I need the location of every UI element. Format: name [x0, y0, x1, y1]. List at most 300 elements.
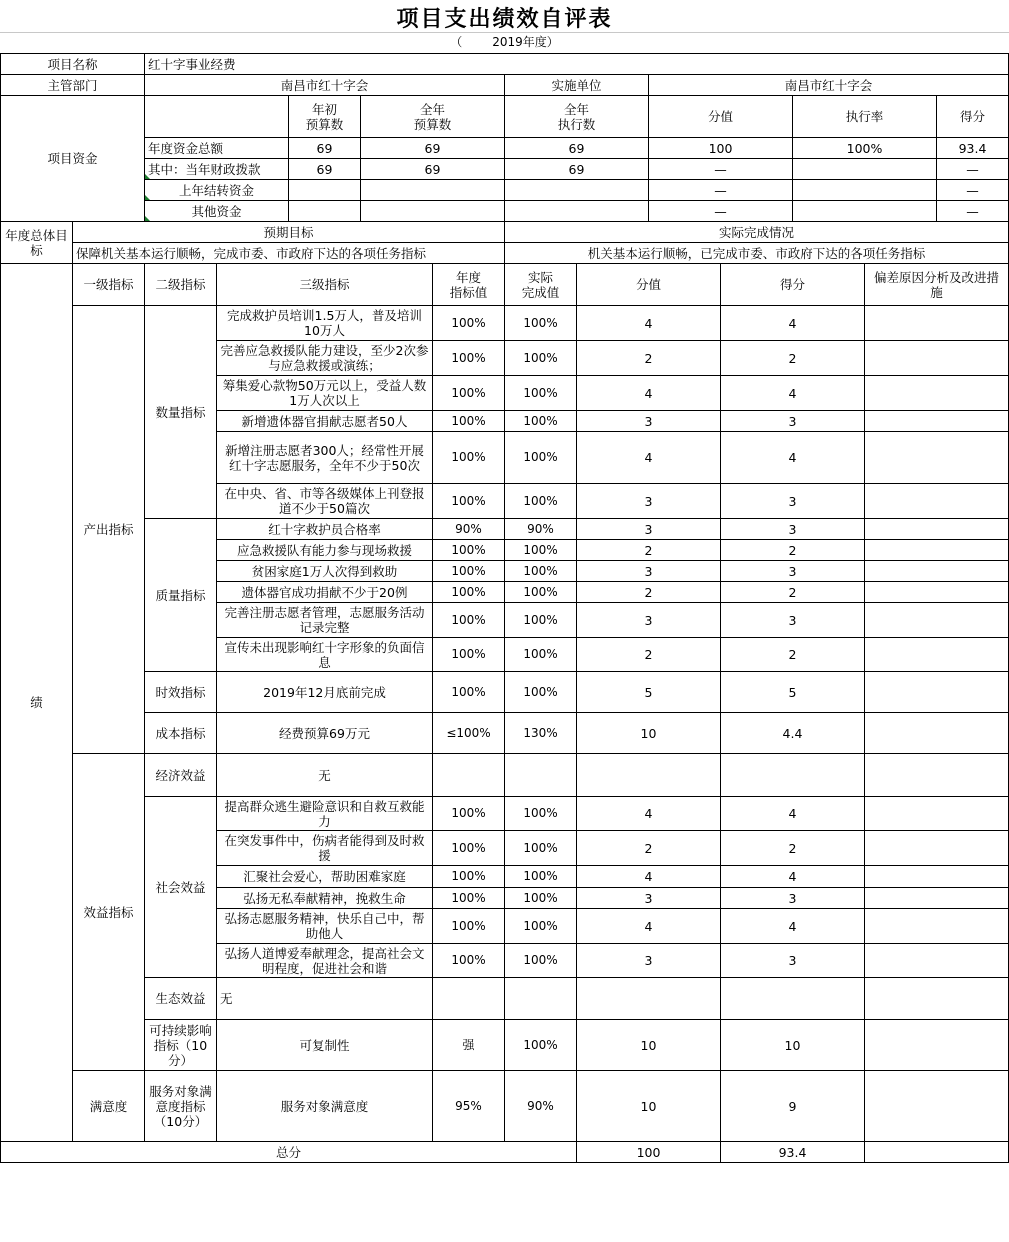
sustain-row-score	[720, 1019, 865, 1071]
total-score	[720, 1141, 865, 1163]
social-row-target	[432, 908, 505, 944]
quality-row-target	[432, 518, 505, 540]
cost-row-target-text: ≤100%	[446, 725, 491, 740]
social-row-name-text: 弘扬人道博爱奉献理念，提高社会文明程度，促进社会和谐	[224, 945, 425, 976]
funds-row-rate	[792, 179, 937, 201]
quality-row-reason	[864, 518, 1009, 540]
perf-hdr-actual	[504, 263, 577, 306]
quality-row-actual	[504, 637, 577, 672]
ecological-indicator-label	[144, 977, 217, 1020]
quality-indicator-label-text: 质量指标	[155, 587, 206, 603]
cost-indicator-label	[144, 712, 217, 754]
social-indicator-label	[144, 796, 217, 978]
benefit-indicator-label	[72, 753, 145, 1071]
social-row-value-text: 3	[644, 890, 653, 906]
quantity-row-reason	[864, 431, 1009, 484]
quantity-row-value-text: 4	[644, 315, 653, 331]
funds-row-score-value	[648, 200, 793, 222]
quantity-row-target	[432, 483, 505, 519]
quantity-row-score-text: 3	[788, 413, 797, 429]
quantity-row-reason	[864, 410, 1009, 432]
cost-row-score-text: 4.4	[782, 725, 803, 741]
goal-expected-header-text: 预期目标	[263, 224, 314, 240]
ecological-row-actual	[504, 977, 577, 1020]
quality-row-score	[720, 602, 865, 638]
funds-row-score-text: —	[966, 161, 979, 177]
quality-row-score-text: 2	[788, 542, 797, 558]
quantity-row-target	[432, 340, 505, 376]
social-row-value-text: 4	[644, 869, 653, 884]
sustain-row-name	[216, 1019, 433, 1071]
quality-row-name-text: 应急救援队有能力参与现场救援	[236, 542, 412, 558]
quality-row-score	[720, 518, 865, 540]
quantity-row-value-text: 4	[644, 450, 653, 465]
sustain-row-actual-text: 100%	[523, 1037, 558, 1052]
funds-hdr-score-value	[648, 95, 793, 138]
quantity-row-reason	[864, 305, 1009, 341]
quantity-row-target-text: 100%	[451, 385, 486, 400]
social-row-actual-text: 100%	[523, 953, 558, 967]
social-row-target-text: 100%	[451, 806, 486, 820]
sustain-row-target-text: 强	[462, 1037, 475, 1052]
project-name-label-text: 项目名称	[47, 56, 98, 72]
funds-row-full-text: 69	[424, 161, 441, 177]
total-label-text: 总分	[275, 1144, 301, 1160]
dept-value-text: 南昌市红十字会	[280, 77, 369, 93]
social-row-name-text: 弘扬无私奉献精神，挽救生命	[243, 890, 406, 906]
social-row-score-text: 4	[788, 806, 797, 821]
quantity-row-value	[576, 410, 721, 432]
social-row-target	[432, 865, 505, 888]
social-row-value-text: 3	[644, 953, 653, 968]
timeliness-row-name	[216, 671, 433, 713]
perf-hdr-actual-text-1: 实际	[527, 269, 553, 285]
funds-hdr-full	[360, 95, 505, 138]
perf-label-text: 绩	[30, 695, 43, 710]
social-row-name-text: 弘扬志愿服务精神，快乐自己中，帮助他人	[224, 911, 425, 941]
project-name-value-text: 红十字事业经费	[148, 56, 236, 72]
perf-hdr-score	[720, 263, 865, 306]
satisfaction-row-value-text: 10	[640, 1098, 657, 1114]
funds-row-full	[360, 200, 505, 222]
quality-row-value-text: 3	[644, 521, 653, 537]
social-row-target-text: 100%	[451, 890, 486, 905]
funds-row-score-value-text: —	[714, 161, 727, 177]
social-row-reason	[864, 796, 1009, 831]
social-row-value-text: 2	[644, 840, 653, 856]
social-row-score-text: 4	[788, 869, 797, 884]
cost-indicator-label-text: 成本指标	[155, 725, 206, 741]
year-line	[0, 32, 1009, 53]
social-row-name	[216, 796, 433, 831]
quantity-row-value	[576, 483, 721, 519]
funds-row-label-text: 上年结转资金	[178, 182, 254, 198]
economic-row-target	[432, 753, 505, 797]
quantity-row-target	[432, 375, 505, 411]
impl-value	[648, 74, 1009, 96]
quantity-row-value-text: 3	[644, 413, 653, 429]
social-row-reason	[864, 908, 1009, 944]
ecological-row-name-text: 无	[220, 991, 233, 1006]
timeliness-row-score	[720, 671, 865, 713]
quantity-row-score-text: 4	[788, 450, 797, 465]
quantity-row-name-text: 筹集爱心款物50万元以上，受益人数1万人次以上	[222, 378, 427, 408]
quantity-row-actual-text: 100%	[523, 385, 558, 400]
goal-actual-text-text: 机关基本运行顺畅，已完成市委、市政府下达的各项任务指标	[587, 245, 926, 261]
funds-row-full	[360, 158, 505, 180]
perf-hdr-reason-text: 偏差原因分析及改进措施	[873, 269, 999, 300]
satisfaction-l2-label-text: 服务对象满意度指标（10分）	[149, 1083, 212, 1129]
ecological-row-value	[576, 977, 721, 1020]
social-row-target-text: 100%	[451, 953, 486, 967]
quantity-row-value-text: 3	[644, 493, 653, 509]
satisfaction-row-actual-text: 90%	[527, 1098, 554, 1113]
quality-row-actual-text: 100%	[523, 563, 558, 578]
goal-actual-text	[504, 242, 1009, 264]
perf-hdr-l2	[144, 263, 217, 306]
timeliness-row-target	[432, 671, 505, 713]
perf-hdr-target-text-1: 年度	[455, 269, 481, 285]
funds-row-initial-text: 69	[316, 161, 333, 177]
funds-hdr-exec-text-2: 执行数	[557, 116, 596, 132]
quantity-row-score	[720, 410, 865, 432]
quantity-row-score	[720, 431, 865, 484]
total-reason	[864, 1141, 1009, 1163]
dept-label-text: 主管部门	[47, 77, 98, 93]
quality-row-name	[216, 581, 433, 603]
quantity-row-score-text: 2	[788, 350, 797, 366]
timeliness-row-target-text: 100%	[451, 684, 486, 699]
goal-expected-header	[72, 221, 505, 243]
funds-row-exec	[504, 200, 649, 222]
sustain-row-target	[432, 1019, 505, 1071]
funds-row-rate	[792, 158, 937, 180]
quantity-row-score	[720, 340, 865, 376]
quality-row-name	[216, 518, 433, 540]
quality-row-name-text: 贫困家庭1万人次得到救助	[251, 563, 398, 579]
quantity-row-score	[720, 375, 865, 411]
quantity-row-actual-text: 100%	[523, 450, 558, 464]
quality-row-score-text: 2	[788, 647, 797, 662]
quality-row-name-text: 宣传未出现影响红十字形象的负面信息	[224, 639, 425, 670]
perf-hdr-score-value-text: 分值	[635, 277, 661, 292]
funds-row-score-text: —	[966, 203, 979, 219]
funds-hdr-rate-text: 执行率	[845, 109, 884, 124]
quality-row-actual	[504, 539, 577, 561]
quality-row-target-text: 100%	[451, 612, 486, 627]
sustain-row-value	[576, 1019, 721, 1071]
goal-actual-header	[504, 221, 1009, 243]
social-row-actual	[504, 796, 577, 831]
quality-row-name	[216, 602, 433, 638]
funds-row-initial	[288, 179, 361, 201]
satisfaction-row-value	[576, 1070, 721, 1142]
sustain-indicator-label-text: 可持续影响指标（10分）	[149, 1022, 212, 1068]
quantity-row-name-text: 完善应急救援队能力建设，至少2次参与应急救援或演练；	[220, 343, 429, 373]
funds-row-score	[936, 158, 1009, 180]
satisfaction-l2-label	[144, 1070, 217, 1142]
funds-row-full	[360, 179, 505, 201]
timeliness-row-actual	[504, 671, 577, 713]
economic-row-name-text: 无	[318, 767, 331, 783]
funds-header-blank	[144, 95, 289, 138]
social-row-name-text: 在突发事件中，伤病者能得到及时救援	[224, 833, 425, 863]
social-row-score	[720, 865, 865, 888]
social-row-reason	[864, 830, 1009, 866]
year-open-paren: （	[450, 35, 463, 49]
goal-label	[0, 221, 73, 264]
project-name-value	[144, 53, 1009, 75]
satisfaction-indicator-label	[72, 1070, 145, 1142]
funds-hdr-initial-text-1: 年初	[311, 101, 337, 117]
satisfaction-row-actual	[504, 1070, 577, 1142]
social-row-name-text: 提高群众逃生避险意识和自救互救能力	[224, 798, 425, 829]
funds-row-initial-text: 69	[316, 140, 333, 156]
quality-row-value-text: 3	[644, 612, 653, 628]
quantity-row-name-text: 新增注册志愿者300人；经常性开展红十字志愿服务，全年不少于50次	[225, 442, 424, 473]
quantity-row-actual-text: 100%	[523, 350, 558, 365]
satisfaction-row-score	[720, 1070, 865, 1142]
sustain-indicator-label	[144, 1019, 217, 1071]
social-row-score-text: 4	[788, 918, 797, 934]
quantity-row-value-text: 4	[644, 385, 653, 401]
quality-row-score-text: 2	[788, 584, 797, 600]
quantity-indicator-label	[144, 305, 217, 519]
funds-row-exec	[504, 179, 649, 201]
funds-hdr-score-value-text: 分值	[707, 109, 733, 124]
quantity-row-reason	[864, 483, 1009, 519]
satisfaction-row-target-text: 95%	[455, 1098, 482, 1113]
quality-row-name-text: 遗体器官成功捐献不少于20例	[241, 584, 408, 600]
social-row-value	[576, 830, 721, 866]
goal-expected-text-text: 保障机关基本运行顺畅，完成市委、市政府下达的各项任务指标	[76, 245, 427, 261]
social-row-target	[432, 887, 505, 909]
funds-row-full-text: 69	[424, 140, 441, 156]
quality-row-name-text: 完善注册志愿者管理，志愿服务活动记录完整	[224, 605, 425, 635]
perf-hdr-target	[432, 263, 505, 306]
social-row-score	[720, 796, 865, 831]
output-indicator-label-text: 产出指标	[83, 522, 134, 537]
timeliness-row-reason	[864, 671, 1009, 713]
quality-row-reason	[864, 637, 1009, 672]
quality-row-value	[576, 602, 721, 638]
goal-actual-header-text: 实际完成情况	[718, 224, 794, 240]
funds-row-score-value	[648, 179, 793, 201]
social-row-score	[720, 943, 865, 978]
social-row-score-text: 2	[788, 840, 797, 856]
social-row-actual-text: 100%	[523, 890, 558, 905]
quantity-row-name-text: 完成救护员培训1.5万人，普及培训10万人	[227, 308, 422, 338]
perf-hdr-l3-text: 三级指标	[299, 277, 350, 292]
satisfaction-row-score-text: 9	[788, 1098, 797, 1114]
cost-row-actual	[504, 712, 577, 754]
quality-row-actual-text: 90%	[527, 521, 554, 536]
funds-label-text: 项目资金	[47, 151, 98, 166]
quality-row-target	[432, 581, 505, 603]
quality-row-score	[720, 581, 865, 603]
quantity-row-score	[720, 483, 865, 519]
quality-row-value-text: 2	[644, 647, 653, 662]
quality-row-score-text: 3	[788, 521, 797, 537]
social-row-reason	[864, 887, 1009, 909]
quantity-row-target-text: 100%	[451, 413, 486, 428]
total-label	[0, 1141, 577, 1163]
timeliness-row-actual-text: 100%	[523, 684, 558, 699]
quality-row-actual	[504, 518, 577, 540]
timeliness-indicator-label-text: 时效指标	[155, 684, 206, 700]
social-row-actual	[504, 865, 577, 888]
quantity-row-value	[576, 340, 721, 376]
satisfaction-row-name-text: 服务对象满意度	[280, 1098, 369, 1114]
funds-hdr-initial-text-2: 预算数	[305, 116, 344, 132]
funds-row-label	[144, 158, 289, 180]
sustain-row-score-text: 10	[784, 1037, 801, 1053]
social-row-name	[216, 908, 433, 944]
funds-row-score-text: 93.4	[958, 140, 987, 156]
social-row-reason	[864, 943, 1009, 978]
quantity-row-name	[216, 431, 433, 484]
dept-label	[0, 74, 145, 96]
social-row-score	[720, 887, 865, 909]
perf-hdr-reason	[864, 263, 1009, 306]
funds-row-score-value-text: —	[714, 203, 727, 219]
social-row-value-text: 4	[644, 806, 653, 821]
cost-row-value	[576, 712, 721, 754]
perf-hdr-score-text: 得分	[779, 277, 805, 292]
economic-row-score	[720, 753, 865, 797]
quality-row-reason	[864, 560, 1009, 582]
social-row-actual-text: 100%	[523, 840, 558, 855]
quantity-row-score-text: 4	[788, 315, 797, 331]
social-row-score	[720, 830, 865, 866]
quality-row-reason	[864, 602, 1009, 638]
quantity-row-target-text: 100%	[451, 315, 486, 330]
quality-row-score-text: 3	[788, 612, 797, 628]
economic-indicator-label	[144, 753, 217, 797]
quantity-row-value	[576, 431, 721, 484]
funds-row-exec-text: 69	[568, 140, 585, 156]
social-row-score	[720, 908, 865, 944]
quality-row-target-text: 100%	[451, 647, 486, 661]
social-row-value	[576, 908, 721, 944]
quantity-row-actual	[504, 340, 577, 376]
funds-hdr-score	[936, 95, 1009, 138]
quantity-row-reason	[864, 340, 1009, 376]
cost-row-value-text: 10	[640, 725, 657, 741]
quality-row-target-text: 100%	[451, 563, 486, 578]
quantity-row-actual-text: 100%	[523, 315, 558, 330]
ecological-row-target	[432, 977, 505, 1020]
funds-hdr-exec	[504, 95, 649, 138]
quantity-row-actual-text: 100%	[523, 493, 558, 508]
funds-hdr-initial	[288, 95, 361, 138]
social-row-actual-text: 100%	[523, 869, 558, 883]
quantity-row-name	[216, 375, 433, 411]
quality-row-score	[720, 637, 865, 672]
economic-row-name	[216, 753, 433, 797]
funds-row-label	[144, 200, 289, 222]
quantity-row-actual	[504, 375, 577, 411]
social-row-target-text: 100%	[451, 918, 486, 933]
social-row-value	[576, 943, 721, 978]
quality-row-value	[576, 560, 721, 582]
project-name-label	[0, 53, 145, 75]
quantity-row-score	[720, 305, 865, 341]
quantity-row-name	[216, 483, 433, 519]
quantity-row-target-text: 100%	[451, 493, 486, 508]
funds-hdr-rate	[792, 95, 937, 138]
cost-row-actual-text: 130%	[523, 725, 558, 740]
impl-label-text: 实施单位	[551, 77, 602, 93]
cost-row-name	[216, 712, 433, 754]
funds-row-full	[360, 137, 505, 159]
quantity-row-score-text: 4	[788, 385, 797, 401]
funds-row-label-text: 其中：当年财政拨款	[148, 161, 261, 177]
quantity-row-name	[216, 305, 433, 341]
quantity-row-actual-text: 100%	[523, 413, 558, 428]
social-row-target	[432, 830, 505, 866]
quality-row-target	[432, 539, 505, 561]
ecological-indicator-label-text: 生态效益	[155, 991, 206, 1006]
social-row-value	[576, 796, 721, 831]
satisfaction-row-name	[216, 1070, 433, 1142]
quality-row-value	[576, 637, 721, 672]
social-row-actual	[504, 943, 577, 978]
quality-indicator-label	[144, 518, 217, 672]
quantity-row-name-text: 新增遗体器官捐献志愿者50人	[241, 413, 408, 429]
ecological-row-name	[216, 977, 433, 1020]
funds-row-score-text: —	[966, 182, 979, 198]
quality-row-value-text: 3	[644, 563, 653, 579]
quality-row-value-text: 2	[644, 542, 653, 558]
cost-row-target	[432, 712, 505, 754]
perf-hdr-l1-text: 一级指标	[83, 277, 134, 292]
quality-row-target-text: 100%	[451, 584, 486, 599]
timeliness-row-name-text: 2019年12月底前完成	[263, 684, 386, 700]
benefit-indicator-label-text: 效益指标	[83, 904, 134, 920]
funds-row-label	[144, 179, 289, 201]
quality-row-name-text: 红十字救护员合格率	[268, 521, 381, 537]
quality-row-score-text: 3	[788, 563, 797, 579]
social-indicator-label-text: 社会效益	[155, 879, 206, 895]
quantity-row-target	[432, 410, 505, 432]
economic-row-value	[576, 753, 721, 797]
social-row-actual	[504, 830, 577, 866]
quantity-row-target	[432, 431, 505, 484]
total-value-text: 100	[636, 1144, 661, 1160]
social-row-target	[432, 796, 505, 831]
funds-hdr-full-text-1: 全年	[419, 101, 445, 117]
satisfaction-row-target	[432, 1070, 505, 1142]
quality-row-target	[432, 560, 505, 582]
total-value	[576, 1141, 721, 1163]
quality-row-score	[720, 539, 865, 561]
funds-row-rate	[792, 137, 937, 159]
quantity-row-name	[216, 340, 433, 376]
funds-hdr-exec-text-1: 全年	[563, 101, 589, 117]
quantity-row-value-text: 2	[644, 350, 653, 366]
ecological-row-reason	[864, 977, 1009, 1020]
sustain-row-value-text: 10	[640, 1037, 657, 1053]
funds-row-rate-text: 100%	[846, 140, 883, 156]
perf-hdr-l1	[72, 263, 145, 306]
funds-row-exec	[504, 137, 649, 159]
quality-row-target-text: 100%	[451, 542, 486, 557]
funds-hdr-score-text: 得分	[959, 109, 985, 124]
funds-row-score	[936, 137, 1009, 159]
quantity-row-reason	[864, 375, 1009, 411]
quality-row-value-text: 2	[644, 584, 653, 600]
